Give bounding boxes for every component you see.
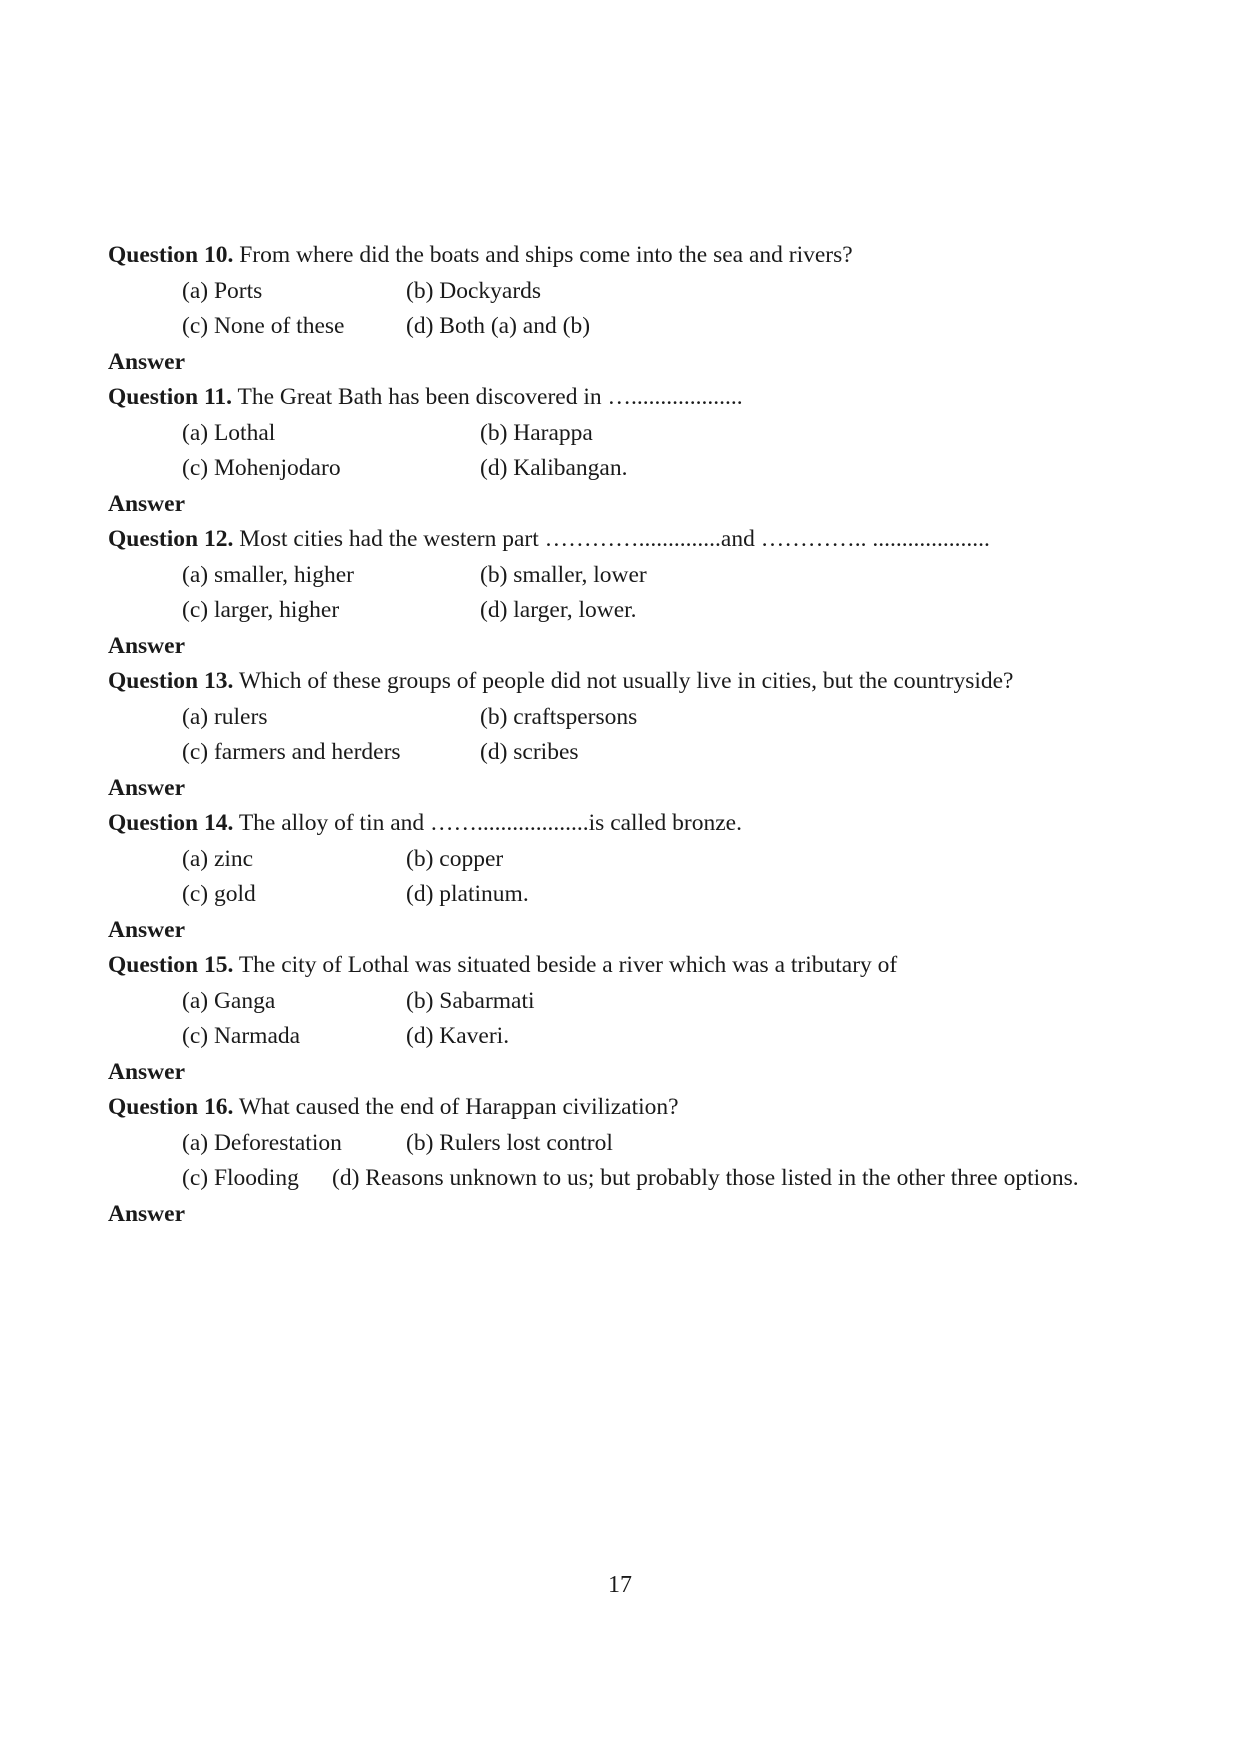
option-a: (a) Deforestation (182, 1129, 342, 1156)
options-row (108, 877, 1148, 913)
option-a: (a) smaller, higher (182, 561, 354, 588)
question-text: From where did the boats and ships come into the sea and rivers? (239, 242, 853, 268)
option-b: (b) Sabarmati (406, 987, 535, 1014)
answer-label: Answer (108, 1058, 186, 1085)
question-number: Question 12. (108, 526, 234, 552)
question-10 (108, 238, 1148, 274)
options-row (108, 416, 1148, 452)
answer-label: Answer (108, 348, 186, 375)
option-d: (d) Kalibangan. (480, 455, 628, 481)
question-number: Question 14. (108, 810, 234, 836)
option-c: (c) farmers and herders (182, 739, 401, 765)
answer-label: Answer (108, 916, 186, 943)
option-b: (b) Harappa (480, 419, 593, 446)
answer-label: Answer (108, 774, 186, 801)
option-d: (d) scribes (480, 739, 579, 765)
answer-label: Answer (108, 632, 186, 659)
option-c: (c) None of these (182, 313, 345, 339)
question-text: The Great Bath has been discovered in …................... (237, 384, 743, 410)
option-a: (a) Ports (182, 277, 263, 304)
question-11 (108, 380, 1148, 416)
answer-label: Answer (108, 1200, 186, 1227)
option-b: (b) Dockyards (406, 277, 542, 304)
option-c: (c) Flooding (182, 1165, 299, 1191)
option-c: (c) Mohenjodaro (182, 455, 341, 481)
question-text: The alloy of tin and ……...................is called bronze. (238, 810, 742, 836)
option-c: (c) gold (182, 881, 256, 907)
options-row (108, 1126, 1148, 1162)
question-number: Question 16. (108, 1094, 234, 1120)
option-b: (b) Rulers lost control (406, 1129, 613, 1156)
options-row (108, 558, 1148, 594)
options-row (108, 593, 1148, 629)
options-row (108, 984, 1148, 1020)
question-14 (108, 806, 1148, 842)
question-13 (108, 664, 1148, 700)
options-row (108, 274, 1148, 310)
answer-label: Answer (108, 490, 186, 517)
option-b: (b) smaller, lower (480, 561, 647, 588)
option-d: (d) platinum. (406, 881, 529, 907)
options-row (108, 735, 1148, 771)
question-15 (108, 948, 1148, 984)
options-row (108, 1019, 1148, 1055)
option-b: (b) copper (406, 845, 504, 872)
question-list (108, 238, 1148, 1232)
option-a: (a) Lothal (182, 419, 276, 446)
options-row (108, 842, 1148, 878)
question-text: What caused the end of Harappan civilization? (238, 1094, 679, 1120)
option-a: (a) Ganga (182, 987, 276, 1014)
question-number: Question 13. (108, 668, 234, 694)
question-number: Question 15. (108, 952, 234, 978)
options-row (108, 700, 1148, 736)
option-d: (d) larger, lower. (480, 597, 637, 623)
option-d: (d) Both (a) and (b) (406, 313, 591, 339)
options-row (108, 309, 1148, 345)
question-text: The city of Lothal was situated beside a river which was a tributary of (238, 952, 898, 978)
options-row (108, 1161, 1148, 1197)
options-row (108, 451, 1148, 487)
question-number: Question 10. (108, 242, 234, 268)
question-16 (108, 1090, 1148, 1126)
option-b: (b) craftspersons (480, 703, 638, 730)
question-text: Which of these groups of people did not usually live in cities, but the countryside? (238, 668, 1014, 694)
question-text: Most cities had the western part …………..............and ………….. .................... (239, 526, 990, 552)
option-d: (d) Kaveri. (406, 1023, 510, 1049)
option-a: (a) zinc (182, 845, 254, 872)
page-number: 17 (608, 1572, 632, 1598)
option-c: (c) Narmada (182, 1023, 301, 1049)
question-12 (108, 522, 1148, 558)
option-d: (d) Reasons unknown to us; but probably those listed in the other three options. (332, 1165, 1079, 1191)
option-c: (c) larger, higher (182, 597, 340, 623)
option-a: (a) rulers (182, 703, 268, 730)
question-number: Question 11. (108, 384, 233, 410)
